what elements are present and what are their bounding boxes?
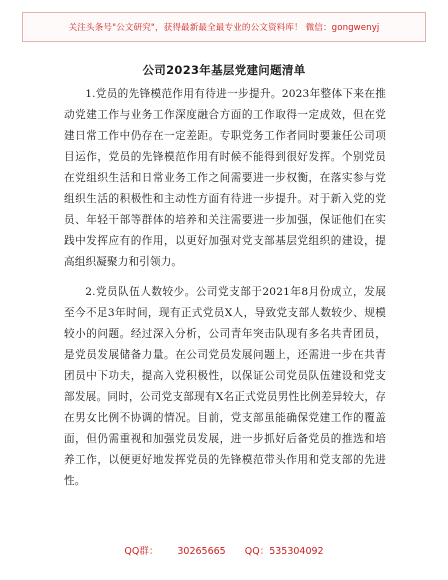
paragraph-1: 1.党员的先锋模范作用有待进一步提升。2023年整体下来在推动党建工作与业务工作深度融合方面的工作取得一定成效，但在党建日常工作中仍存在一定差距。专职党务工作者同时要兼任公司项目运作，党员的先锋模范作用有时候不能得到很好发挥。个别党员在党组织生活和日常业务工作之间需要进一步权衡，在落实参与党组织生活的积极性和主动性方面有待进一步提升。对于新入党的党员、年轻干部等群体的培养和关注需要进一步加强，保证他们在实践中发挥应有的作用，以更好加强对党支部基层党组织的建设，提高组织凝聚力和引领力。 <box>64 88 386 268</box>
document-body <box>64 84 386 492</box>
header-banner <box>22 12 426 42</box>
paragraph-2: 2.党员队伍人数较少。公司党支部于2021年8月份成立，发展至今不足3年时间，现有正式党员X人，导致党支部人数较少、规模较小的问题。经过深入分析，公司青年突击队现有多名共青团员，是党员发展储备力量。在公司党员发展问题上，还需进一步在共青团员中下功夫，提高入党积极性，以保证公司党员队伍建设和党支部发展。同时，公司党支部现有X名正式党员男性比例差异较大，存在男女比例不协调的情况。目前，党支部虽能确保党建工作的覆盖面，但仍需重视和加强党员发展，进一步抓好后备党员的推选和培养工作，以便更好地发挥党员的先锋模范带头作用和党支部的先进性。 <box>64 286 386 487</box>
footer-contact: QQ群： 30265665 QQ：535304092 <box>124 546 324 557</box>
banner-text: 关注头条号"公文研究"，获得最新最全最专业的公文资料库！ 微信：gongwenyj <box>68 23 380 33</box>
document-title: 公司2023年基层党建问题清单 <box>142 63 306 77</box>
